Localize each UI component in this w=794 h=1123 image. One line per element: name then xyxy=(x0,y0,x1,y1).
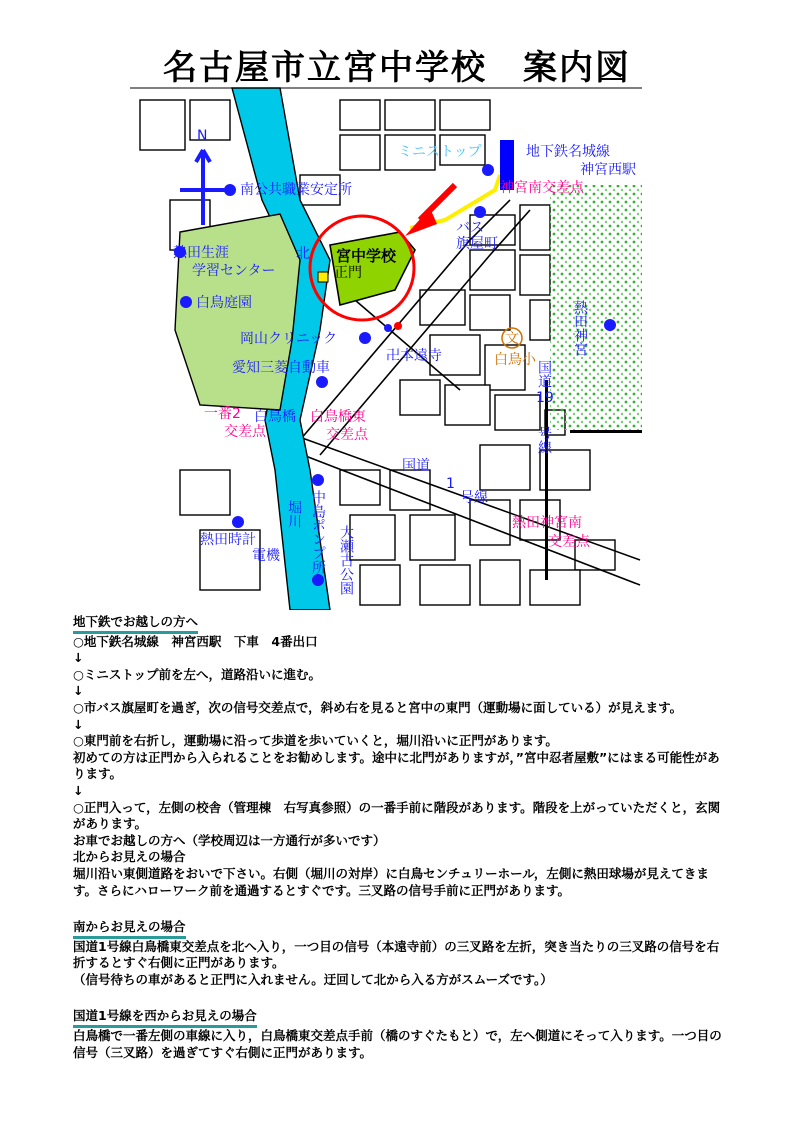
label-denki: 電機 xyxy=(252,548,280,564)
label-bun: 文 xyxy=(505,331,519,347)
subway-step-2: ○ミニストップ前を左へ，道路沿いに進む。 xyxy=(73,666,322,682)
north-heading: 北からお見えの場合 xyxy=(73,849,186,865)
label-jingu-minami: 神宮南交差点 xyxy=(500,180,584,196)
route19-line xyxy=(545,380,548,580)
subway-step-6: ○正門入って，左側の校舎（管理棟 右写真参照）の一番手前に階段があります。階段を上がっていただくと，玄関があります。 xyxy=(73,799,721,832)
route1-heading: 国道1号線を西からお見えの場合 xyxy=(73,1008,257,1028)
label-route19-a: 国道 xyxy=(536,360,552,388)
atsuta-jingu-forest xyxy=(550,185,642,430)
subway-heading: 地下鉄でお越しの方へ xyxy=(73,614,198,634)
subway-step-4: ○東門前を右折し，運動場に沿って歩道を歩いていくと，堀川沿いに正門があります。 xyxy=(73,733,558,749)
label-route1-b: 1 xyxy=(446,476,455,492)
label-jingu-minami2: 熱田神宮南 xyxy=(512,515,582,531)
label-aichi-mitsubishi: 愛知三菱自動車 xyxy=(232,360,330,376)
route1-text: 白鳥橋で一番左側の車線に入り，白鳥橋東交差点手前（橋のすぐたもと）で，左へ側道にそって入ります。一つ目の信号（三叉路）を過ぎてすぐ右側に正門があります。 xyxy=(73,1028,722,1060)
subway-step-3: ○市バス旗屋町を過ぎ，次の信号交差点で，斜め右を見ると宮中の東門（運動場に面している）が見えます。 xyxy=(73,699,683,715)
label-route1-c: 号線 xyxy=(460,490,488,506)
label-shirotori-sho: 白鳥小 xyxy=(494,352,536,368)
car-heading: お車でお越しの方へ（学校周辺は一方通行が多いです） xyxy=(73,832,386,848)
south-heading: 南からお見えの場合 xyxy=(73,919,186,939)
shirotori-park xyxy=(175,214,300,410)
page-title: 名古屋市立宮中学校 案内図 xyxy=(163,48,631,88)
label-shirotori-teien: 白鳥庭園 xyxy=(196,295,252,311)
north-text: 堀川沿い東側道路をおいで下さい。右側（堀川の対岸）に白鳥センチュリーホール，左側に熱田球場が見えてきます。さらにハローワーク前を通過するとすぐです。三叉路の信号手前に正門があります。 xyxy=(73,865,709,898)
label-subway: 地下鉄名城線 xyxy=(526,144,610,160)
label-osezako: 大瀬古公園 xyxy=(338,525,354,595)
label-seimon: 正門 xyxy=(334,265,362,281)
label-horikawa: 堀川 xyxy=(286,500,302,528)
arrow-1: ↓ xyxy=(73,650,84,666)
label-ministop: ミニストップ xyxy=(398,144,482,160)
label-route19-c: 号線 xyxy=(536,426,552,454)
label-atsuta-tokei: 熱田時計 xyxy=(200,532,256,548)
subway-step-5: 初めての方は正門から入られることをお勧めします。途中に北門がありますが，”宮中忍者屋敷”にはまる可能性があります。 xyxy=(73,749,720,782)
arrow-2: ↓ xyxy=(73,683,84,699)
route19-road xyxy=(570,430,642,433)
label-okayama: 岡山クリニック xyxy=(240,331,338,347)
label-shirotoribashi: 白鳥橋 xyxy=(254,409,296,425)
signal-marker xyxy=(394,322,402,330)
label-route1-a: 国道 xyxy=(402,458,430,474)
label-seigai-1: 熱田生涯 xyxy=(173,245,229,261)
north-label: N xyxy=(197,128,208,144)
arrow-3: ↓ xyxy=(73,716,84,732)
label-jingunishi: 神宮西駅 xyxy=(580,162,636,178)
label-kita: 北 xyxy=(296,246,310,262)
label-bus: バス xyxy=(456,220,484,236)
label-shirotoribashi-higashi-b: 交差点 xyxy=(326,427,368,443)
label-school: 宮中学校 xyxy=(336,247,397,265)
label-nakajima: 中島ポンプ所 xyxy=(310,490,326,574)
label-ichiban2: 一番2 xyxy=(204,406,241,422)
label-honkanji: 卍本遠寺 xyxy=(386,348,442,364)
subway-step-1: ○地下鉄名城線 神宮西駅 下車 4番出口 xyxy=(73,633,318,649)
directions xyxy=(73,610,723,1061)
label-route19-b: 19 xyxy=(536,390,554,406)
label-shirotoribashi-higashi: 白鳥橋東 xyxy=(310,409,366,425)
arrow-4: ↓ xyxy=(73,782,84,798)
label-atsuta-jingu: 熱田神宮 xyxy=(572,300,588,356)
label-ichiban2-b: 交差点 xyxy=(224,424,266,440)
south-text-2: （信号待ちの車があると正門に入れません。迂回して北から入る方がスムーズです。） xyxy=(73,971,553,987)
south-text-1: 国道1号線白鳥橋東交差点を北へ入り，一つ目の信号（本遠寺前）の三叉路を左折，突き当たりの三叉路の信号を右折するとすぐ右側に正門があります。 xyxy=(73,938,720,971)
label-minamikoban: 南公共職業安定所 xyxy=(240,182,352,198)
label-seigai-2: 学習センター xyxy=(192,263,276,279)
label-jingu-minami2-b: 交差点 xyxy=(548,534,590,550)
seimon-marker xyxy=(318,272,328,282)
label-hataya: 旗屋町 xyxy=(456,236,498,252)
